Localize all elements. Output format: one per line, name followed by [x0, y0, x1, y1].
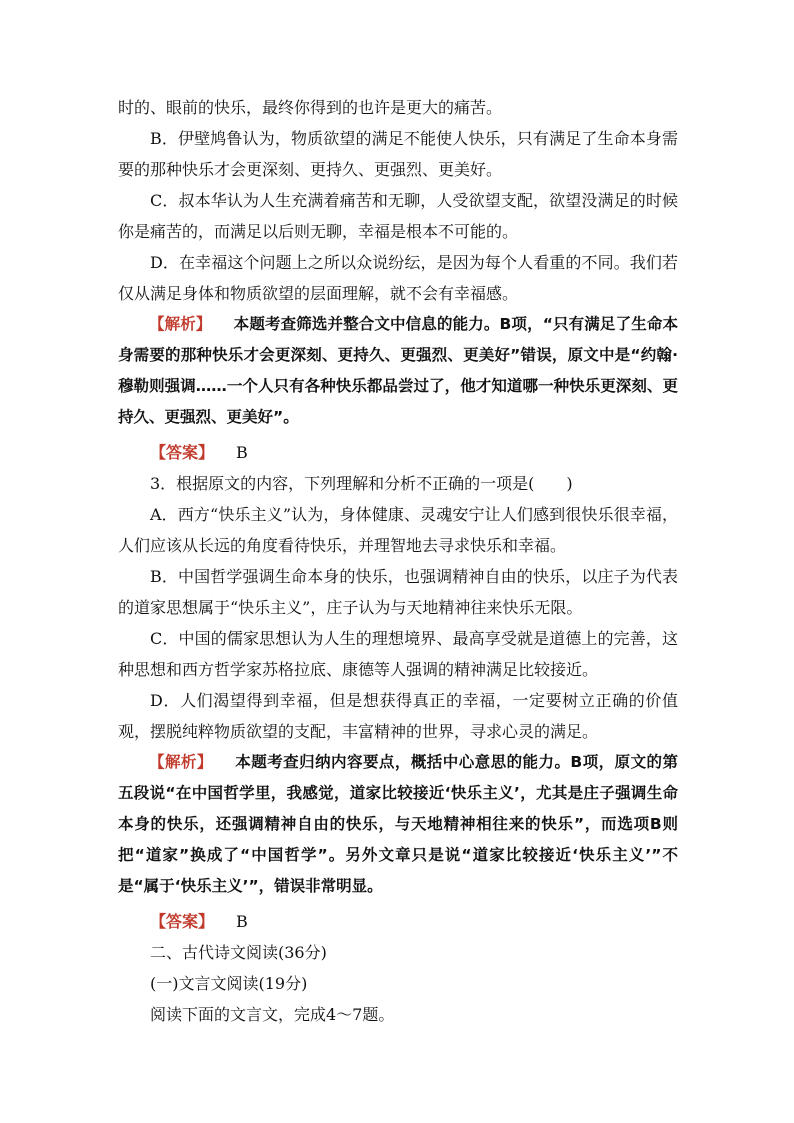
q3-stem: 3．根据原文的内容，下列理解和分析不正确的一项是( )	[150, 474, 573, 493]
paragraph-continuation: 时的、眼前的快乐，最终你得到的也许是更大的痛苦。	[118, 98, 503, 117]
q2-option-b: B．伊壁鸠鲁认为，物质欲望的满足不能使人快乐，只有满足了生命本身需要的那种快乐才会更深刻、更持久、更强烈、更美好。	[118, 129, 678, 179]
q2-option-d: D．在幸福这个问题上之所以众说纷纭，是因为每个人看重的不同。我们若仅从满足身体和物质欲望的层面理解，就不会有幸福感。	[118, 253, 678, 303]
analysis-tag: 【解析】	[149, 315, 212, 333]
q3-analysis-text: 本题考查归纳内容要点，概括中心意思的能力。B项，原文的第五段说“在中国哲学里，我感觉，道家比较接近‘快乐主义’，尤其是庄子强调生命本身的快乐，还强调精神自由的快乐，与天地精神相往来的快乐”，而选项B则把“道家”换成了“中国哲学”。另外文章只是说“道家比较接近‘快乐主义’”不是“属于‘快乐主义’”，错误非常明显。	[118, 753, 678, 895]
q3-answer-value: B	[236, 912, 248, 931]
q2-analysis-text: 本题考查筛选并整合文中信息的能力。B项，“只有满足了生命本身需要的那种快乐才会更深刻、更持久、更强烈、更美好”错误，原文中是“约翰·穆勒则强调……一个人只有各种快乐都品尝过了，他才知道哪一种快乐更深刻、更持久、更强烈、更美好”。	[118, 315, 678, 426]
q3-analysis	[118, 747, 678, 902]
q2-answer	[118, 437, 678, 468]
q3-option-b: B．中国哲学强调生命本身的快乐，也强调精神自由的快乐，以庄子为代表的道家思想属于“快乐主义”，庄子认为与天地精神往来快乐无限。	[118, 567, 678, 617]
q2-analysis	[118, 309, 678, 433]
reading-instruction: 阅读下面的文言文，完成4～7题。	[150, 1005, 395, 1024]
answer-tag: 【答案】	[150, 912, 215, 931]
page-content	[118, 92, 678, 1030]
q2-answer-value: B	[236, 443, 248, 462]
q3-option-a: A．西方“快乐主义”认为，身体健康、灵魂安宁让人们感到很快乐很幸福，人们应该从长远的角度看待快乐，并理智地去寻求快乐和幸福。	[118, 505, 678, 555]
subsection-heading: (一)文言文阅读(19分)	[150, 974, 308, 993]
q3-answer	[118, 906, 678, 937]
analysis-tag: 【解析】	[149, 753, 213, 771]
q2-option-c: C．叔本华认为人生充满着痛苦和无聊，人受欲望支配，欲望没满足的时候你是痛苦的，而满足以后则无聊，幸福是根本不可能的。	[118, 191, 678, 241]
q3-option-d: D．人们渴望得到幸福，但是想获得真正的幸福，一定要树立正确的价值观，摆脱纯粹物质欲望的支配，丰富精神的世界，寻求心灵的满足。	[118, 691, 678, 741]
section-heading: 二、古代诗文阅读(36分)	[150, 943, 327, 962]
answer-tag: 【答案】	[150, 443, 215, 462]
q3-option-c: C．中国的儒家思想认为人生的理想境界、最高享受就是道德上的完善，这种思想和西方哲学家苏格拉底、康德等人强调的精神满足比较接近。	[118, 629, 678, 679]
